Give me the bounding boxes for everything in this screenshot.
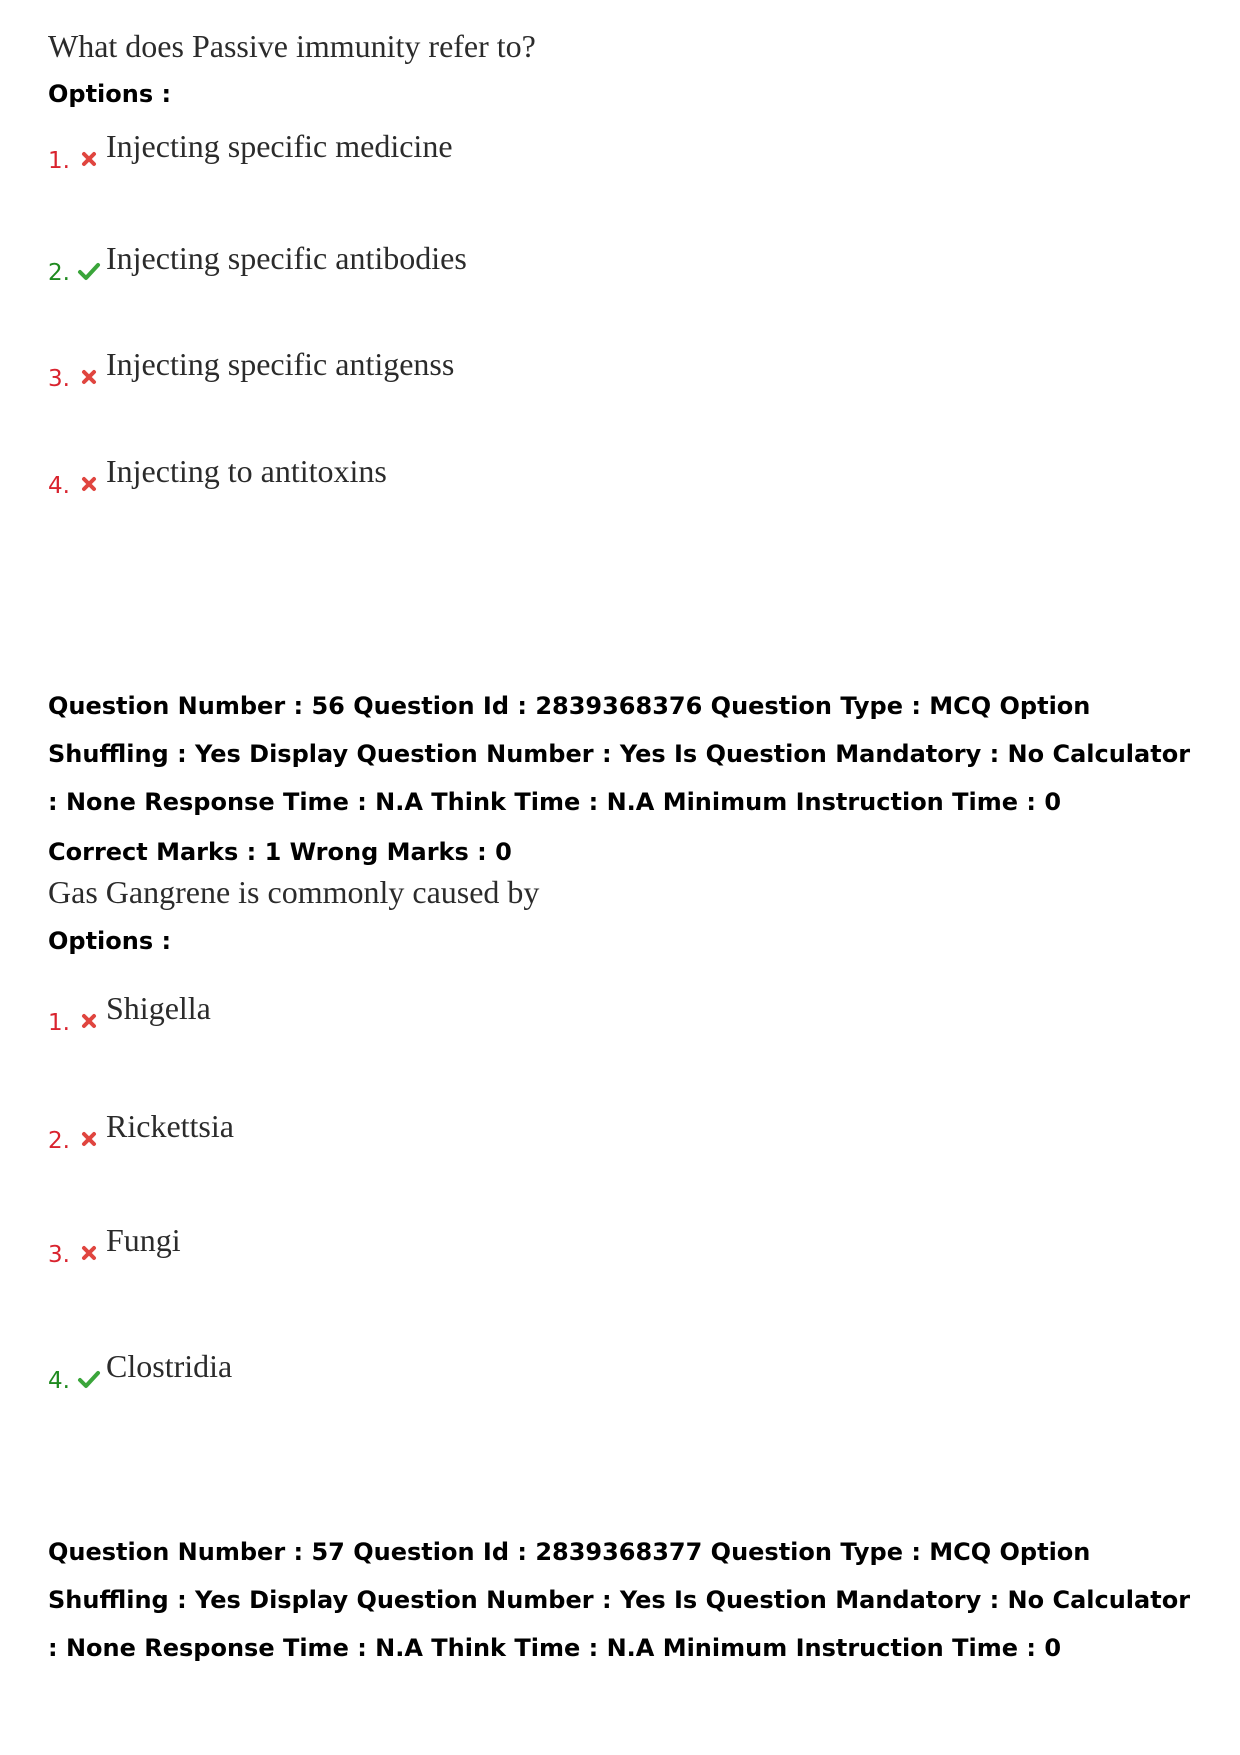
option-text: Injecting specific antigenss	[106, 346, 455, 382]
question-56-option-3	[48, 1222, 848, 1282]
option-number: 3.	[48, 1242, 70, 1268]
question-55-option-1	[48, 128, 848, 188]
option-text: Clostridia	[106, 1348, 233, 1384]
question-56-marks: Correct Marks : 1 Wrong Marks : 0	[48, 838, 512, 866]
option-text: Injecting to antitoxins	[106, 453, 387, 489]
question-56-option-2	[48, 1108, 848, 1168]
question-56-metadata: Question Number : 56 Question Id : 2839368376 Question Type : MCQ Option Shuffling : Yes Display Question Number : Yes Is Question Mandatory : No Calculator : None Response Time : N.A Think Time : N.A Minimum Instruction Time : 0	[48, 692, 1191, 816]
option-number: 2.	[48, 1128, 70, 1154]
cross-icon	[76, 146, 102, 172]
question-56-text: Gas Gangrene is commonly caused by	[48, 874, 540, 910]
question-55-option-4	[48, 453, 848, 513]
question-55-option-2	[48, 240, 848, 300]
check-icon	[76, 258, 102, 284]
question-56-option-4	[48, 1348, 848, 1408]
question-55-options-label: Options :	[48, 80, 172, 108]
option-text: Rickettsia	[106, 1108, 234, 1144]
question-56-options-label: Options :	[48, 927, 172, 955]
cross-icon	[76, 1008, 102, 1034]
option-number: 4.	[48, 1368, 70, 1394]
cross-icon	[76, 471, 102, 497]
option-number: 3.	[48, 366, 70, 392]
option-text: Fungi	[106, 1222, 181, 1258]
question-57-metadata: Question Number : 57 Question Id : 2839368377 Question Type : MCQ Option Shuffling : Yes Display Question Number : Yes Is Question Mandatory : No Calculator : None Response Time : N.A Think Time : N.A Minimum Instruction Time : 0	[48, 1538, 1191, 1662]
option-number: 1.	[48, 1010, 70, 1036]
question-55-text: What does Passive immunity refer to?	[48, 28, 536, 64]
option-number: 2.	[48, 260, 70, 286]
option-text: Shigella	[106, 990, 211, 1026]
question-56-option-1	[48, 990, 848, 1050]
option-number: 4.	[48, 473, 70, 499]
option-text: Injecting specific antibodies	[106, 240, 467, 276]
check-icon	[76, 1366, 102, 1392]
cross-icon	[76, 1240, 102, 1266]
cross-icon	[76, 364, 102, 390]
option-text: Injecting specific medicine	[106, 128, 453, 164]
cross-icon	[76, 1126, 102, 1152]
question-55-option-3	[48, 346, 848, 406]
option-number: 1.	[48, 148, 70, 174]
